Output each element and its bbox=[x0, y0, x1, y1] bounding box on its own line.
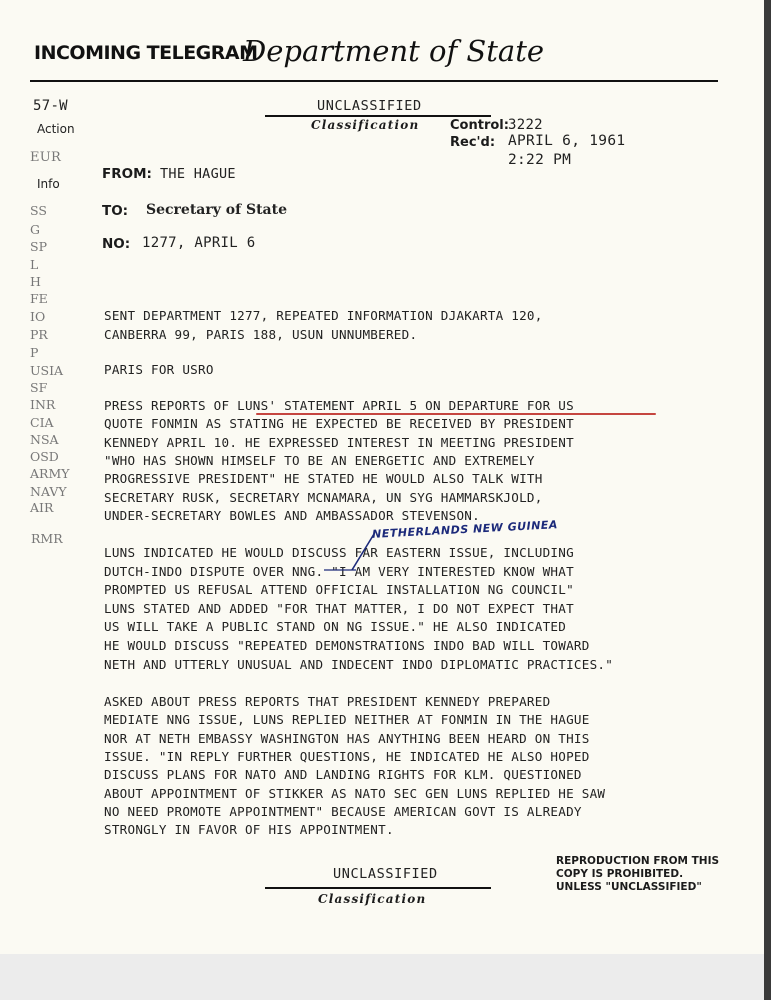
info-office: OSD bbox=[30, 449, 59, 464]
info-office: SP bbox=[30, 239, 47, 254]
body-line: ASKED ABOUT PRESS REPORTS THAT PRESIDENT KENNEDY PREPARED bbox=[104, 694, 551, 709]
from-value: THE HAGUE bbox=[160, 166, 236, 182]
body-line: NETH AND UTTERLY UNUSUAL AND INDECENT INDO DIPLOMATIC PRACTICES." bbox=[104, 656, 614, 672]
info-office: SS bbox=[30, 203, 47, 218]
body-line: DISCUSS PLANS FOR NATO AND LANDING RIGHTS FOR KLM. QUESTIONED bbox=[104, 767, 582, 783]
control-label: Control: bbox=[450, 118, 509, 133]
info-label: Info bbox=[37, 177, 60, 191]
control-value: 3222 bbox=[508, 117, 543, 133]
body-line: PROGRESSIVE PRESIDENT" HE STATED HE WOULD ALSO TALK WITH bbox=[104, 471, 543, 487]
received-label: Rec'd: bbox=[450, 135, 496, 150]
body-line: STRONGLY IN FAVOR OF HIS APPOINTMENT. bbox=[104, 822, 394, 838]
body-line: CANBERRA 99, PARIS 188, USUN UNNUMBERED. bbox=[104, 326, 418, 342]
body-line: NO NEED PROMOTE APPOINTMENT" BECAUSE AMERICAN GOVT IS ALREADY bbox=[104, 803, 582, 819]
info-office: SF bbox=[30, 380, 48, 395]
classification-bottom-rule bbox=[265, 887, 491, 889]
no-label: NO: bbox=[102, 236, 131, 252]
info-office: NSA bbox=[30, 432, 59, 447]
action-label: Action bbox=[37, 122, 75, 136]
body-line: KENNEDY APRIL 10. HE EXPRESSED INTEREST IN MEETING PRESIDENT bbox=[104, 434, 574, 450]
incoming-telegram-title: INCOMING TELEGRAM bbox=[34, 42, 258, 64]
body-line: DUTCH-INDO DISPUTE OVER NNG. "I AM VERY INTERESTED KNOW WHAT bbox=[104, 563, 574, 579]
reproduction-notice-line: REPRODUCTION FROM THIS bbox=[556, 855, 720, 867]
red-pencil-underline bbox=[256, 413, 656, 415]
body-line: LUNS INDICATED HE WOULD DISCUSS FAR EASTERN ISSUE, INCLUDING bbox=[104, 545, 574, 560]
rmr-label: RMR bbox=[31, 531, 63, 546]
routing-code: 57-W bbox=[33, 98, 68, 114]
body-line: MEDIATE NNG ISSUE, LUNS REPLIED NEITHER AT FONMIN IN THE HAGUE bbox=[104, 712, 590, 728]
info-office: INR bbox=[30, 397, 56, 412]
classification-bottom-value: UNCLASSIFIED bbox=[333, 866, 438, 882]
classification-top-label: Classification bbox=[311, 118, 420, 132]
body-line: LUNS STATED AND ADDED "FOR THAT MATTER, I DO NOT EXPECT THAT bbox=[104, 600, 574, 616]
info-office: PR bbox=[30, 327, 48, 342]
no-value: 1277, APRIL 6 bbox=[142, 235, 256, 251]
info-office: FE bbox=[30, 291, 48, 306]
info-office: NAVY bbox=[30, 484, 67, 499]
action-office: EUR bbox=[30, 150, 62, 165]
body-line: ABOUT APPOINTMENT OF STIKKER AS NATO SEC GEN LUNS REPLIED HE SAW bbox=[104, 785, 606, 801]
body-line: NOR AT NETH EMBASSY WASHINGTON HAS ANYTHING BEEN HEARD ON THIS bbox=[104, 730, 590, 746]
classification-bottom-label: Classification bbox=[318, 892, 427, 906]
body-line: US WILL TAKE A PUBLIC STAND ON NG ISSUE." HE ALSO INDICATED bbox=[104, 619, 567, 635]
classification-top-value: UNCLASSIFIED bbox=[317, 98, 422, 114]
to-value: Secretary of State bbox=[146, 202, 288, 218]
annotation-arrow bbox=[322, 528, 382, 576]
reproduction-notice-line: COPY IS PROHIBITED. bbox=[556, 868, 684, 880]
body-line: SENT DEPARTMENT 1277, REPEATED INFORMATION DJAKARTA 120, bbox=[104, 308, 543, 323]
body-line: QUOTE FONMIN AS STATING HE EXPECTED BE RECEIVED BY PRESIDENT bbox=[104, 416, 574, 432]
received-time: 2:22 PM bbox=[508, 152, 572, 168]
body-line: PARIS FOR USRO bbox=[104, 362, 214, 377]
classification-top-rule bbox=[265, 115, 491, 117]
info-office: L bbox=[30, 257, 39, 272]
body-line: ISSUE. "IN REPLY FURTHER QUESTIONS, HE INDICATED HE ALSO HOPED bbox=[104, 748, 590, 764]
reproduction-notice-line: UNLESS "UNCLASSIFIED" bbox=[556, 881, 702, 893]
info-office: USIA bbox=[30, 363, 64, 378]
received-date: APRIL 6, 1961 bbox=[508, 133, 626, 149]
handwritten-annotation: NETHERLANDS NEW GUINEA bbox=[371, 518, 559, 541]
info-office: CIA bbox=[30, 415, 54, 430]
header-rule bbox=[30, 80, 718, 82]
from-label: FROM: bbox=[102, 166, 152, 182]
info-office: P bbox=[30, 345, 39, 360]
department-of-state-title: Department of State bbox=[243, 34, 545, 68]
to-label: TO: bbox=[102, 203, 129, 219]
body-line: SECRETARY RUSK, SECRETARY MCNAMARA, UN SYG HAMMARSKJOLD, bbox=[104, 489, 543, 505]
body-line: HE WOULD DISCUSS "REPEATED DEMONSTRATIONS INDO BAD WILL TOWARD bbox=[104, 638, 590, 653]
info-office: IO bbox=[30, 309, 46, 324]
info-office: AIR bbox=[30, 500, 54, 515]
body-line: UNDER-SECRETARY BOWLES AND AMBASSADOR STEVENSON. bbox=[104, 507, 480, 523]
info-office: ARMY bbox=[30, 466, 70, 481]
info-office: G bbox=[30, 222, 40, 237]
body-line: PRESS REPORTS OF LUNS' STATEMENT APRIL 5 ON DEPARTURE FOR US bbox=[104, 398, 574, 413]
body-line: PROMPTED US REFUSAL ATTEND OFFICIAL INSTALLATION NG COUNCIL" bbox=[104, 582, 574, 598]
info-office: H bbox=[30, 274, 41, 289]
body-line: "WHO HAS SHOWN HIMSELF TO BE AN ENERGETIC AND EXTREMELY bbox=[104, 452, 535, 468]
